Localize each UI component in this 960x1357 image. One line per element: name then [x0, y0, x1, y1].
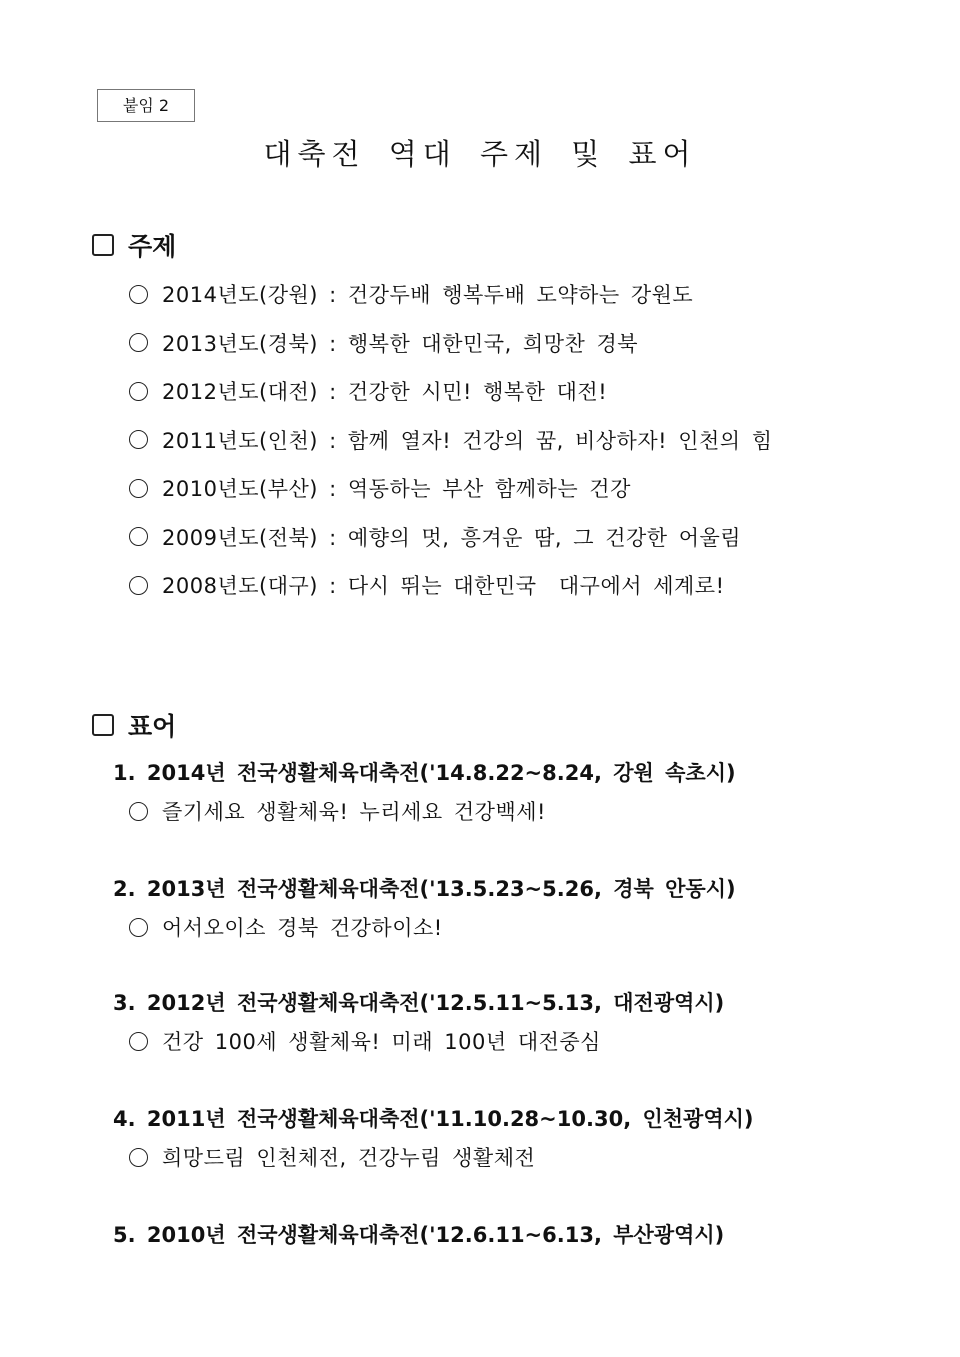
theme-item — [129, 425, 773, 455]
circle-bullet-icon — [129, 918, 148, 937]
circle-bullet-icon — [129, 576, 148, 595]
theme-item — [129, 376, 607, 406]
theme-text: 2012년도(대전) : 건강한 시민! 행복한 대전! — [162, 380, 608, 404]
theme-item — [129, 522, 741, 552]
theme-text: 2008년도(대구) : 다시 뛰는 대한민국 대구에서 세계로! — [162, 574, 725, 598]
attachment-label: 붙임 2 — [97, 89, 195, 122]
theme-item — [129, 279, 693, 309]
theme-text: 2014년도(강원) : 건강두배 행복두배 도약하는 강원도 — [162, 283, 694, 307]
theme-text: 2011년도(인천) : 함께 열자! 건강의 꿈, 비상하자! 인천의 힘 — [162, 428, 773, 453]
theme-text: 2010년도(부산) : 역동하는 부산 함께하는 건강 — [162, 477, 631, 501]
section-themes-heading — [92, 227, 176, 263]
theme-item — [129, 473, 631, 503]
theme-item — [129, 328, 638, 358]
checkbox-square-icon — [92, 234, 114, 256]
slogan-text: 어서오이소 경북 건강하이소! — [162, 916, 443, 940]
circle-bullet-icon — [129, 1032, 148, 1051]
circle-bullet-icon — [129, 527, 148, 546]
section-title: 표어 — [128, 712, 177, 741]
circle-bullet-icon — [129, 1148, 148, 1167]
section-title: 주제 — [128, 232, 177, 261]
slogan-event-title: 5. 2010년 전국생활체육대축전('12.6.11~6.13, 부산광역시) — [113, 1223, 725, 1247]
circle-bullet-icon — [129, 479, 148, 498]
slogan-event-title: 4. 2011년 전국생활체육대축전('11.10.28~10.30, 인천광역시) — [113, 1107, 754, 1131]
slogan-item — [129, 1026, 601, 1056]
theme-item — [129, 570, 724, 600]
theme-text: 2009년도(전북) : 예향의 멋, 흥겨운 땀, 그 건강한 어울림 — [162, 525, 742, 550]
circle-bullet-icon — [129, 285, 148, 304]
slogan-item — [129, 796, 546, 826]
slogan-event-title: 1. 2014년 전국생활체육대축전('14.8.22~8.24, 강원 속초시) — [113, 761, 736, 785]
section-slogans-heading — [92, 707, 176, 743]
slogan-event-title: 3. 2012년 전국생활체육대축전('12.5.11~5.13, 대전광역시) — [113, 991, 725, 1015]
circle-bullet-icon — [129, 430, 148, 449]
theme-text: 2013년도(경북) : 행복한 대한민국, 희망찬 경북 — [162, 331, 639, 356]
slogan-text: 즐기세요 생활체육! 누리세요 건강백세! — [162, 800, 546, 824]
checkbox-square-icon — [92, 714, 114, 736]
slogan-item — [129, 1142, 535, 1172]
circle-bullet-icon — [129, 382, 148, 401]
circle-bullet-icon — [129, 802, 148, 821]
page-title: 대축전 역대 주제 및 표어 — [263, 137, 697, 171]
circle-bullet-icon — [129, 333, 148, 352]
slogan-item — [129, 912, 443, 942]
slogan-text: 건강 100세 생활체육! 미래 100년 대전중심 — [162, 1030, 601, 1054]
slogan-event-title: 2. 2013년 전국생활체육대축전('13.5.23~5.26, 경북 안동시) — [113, 877, 736, 901]
slogan-text: 희망드림 인천체전, 건강누림 생활체전 — [162, 1146, 536, 1170]
